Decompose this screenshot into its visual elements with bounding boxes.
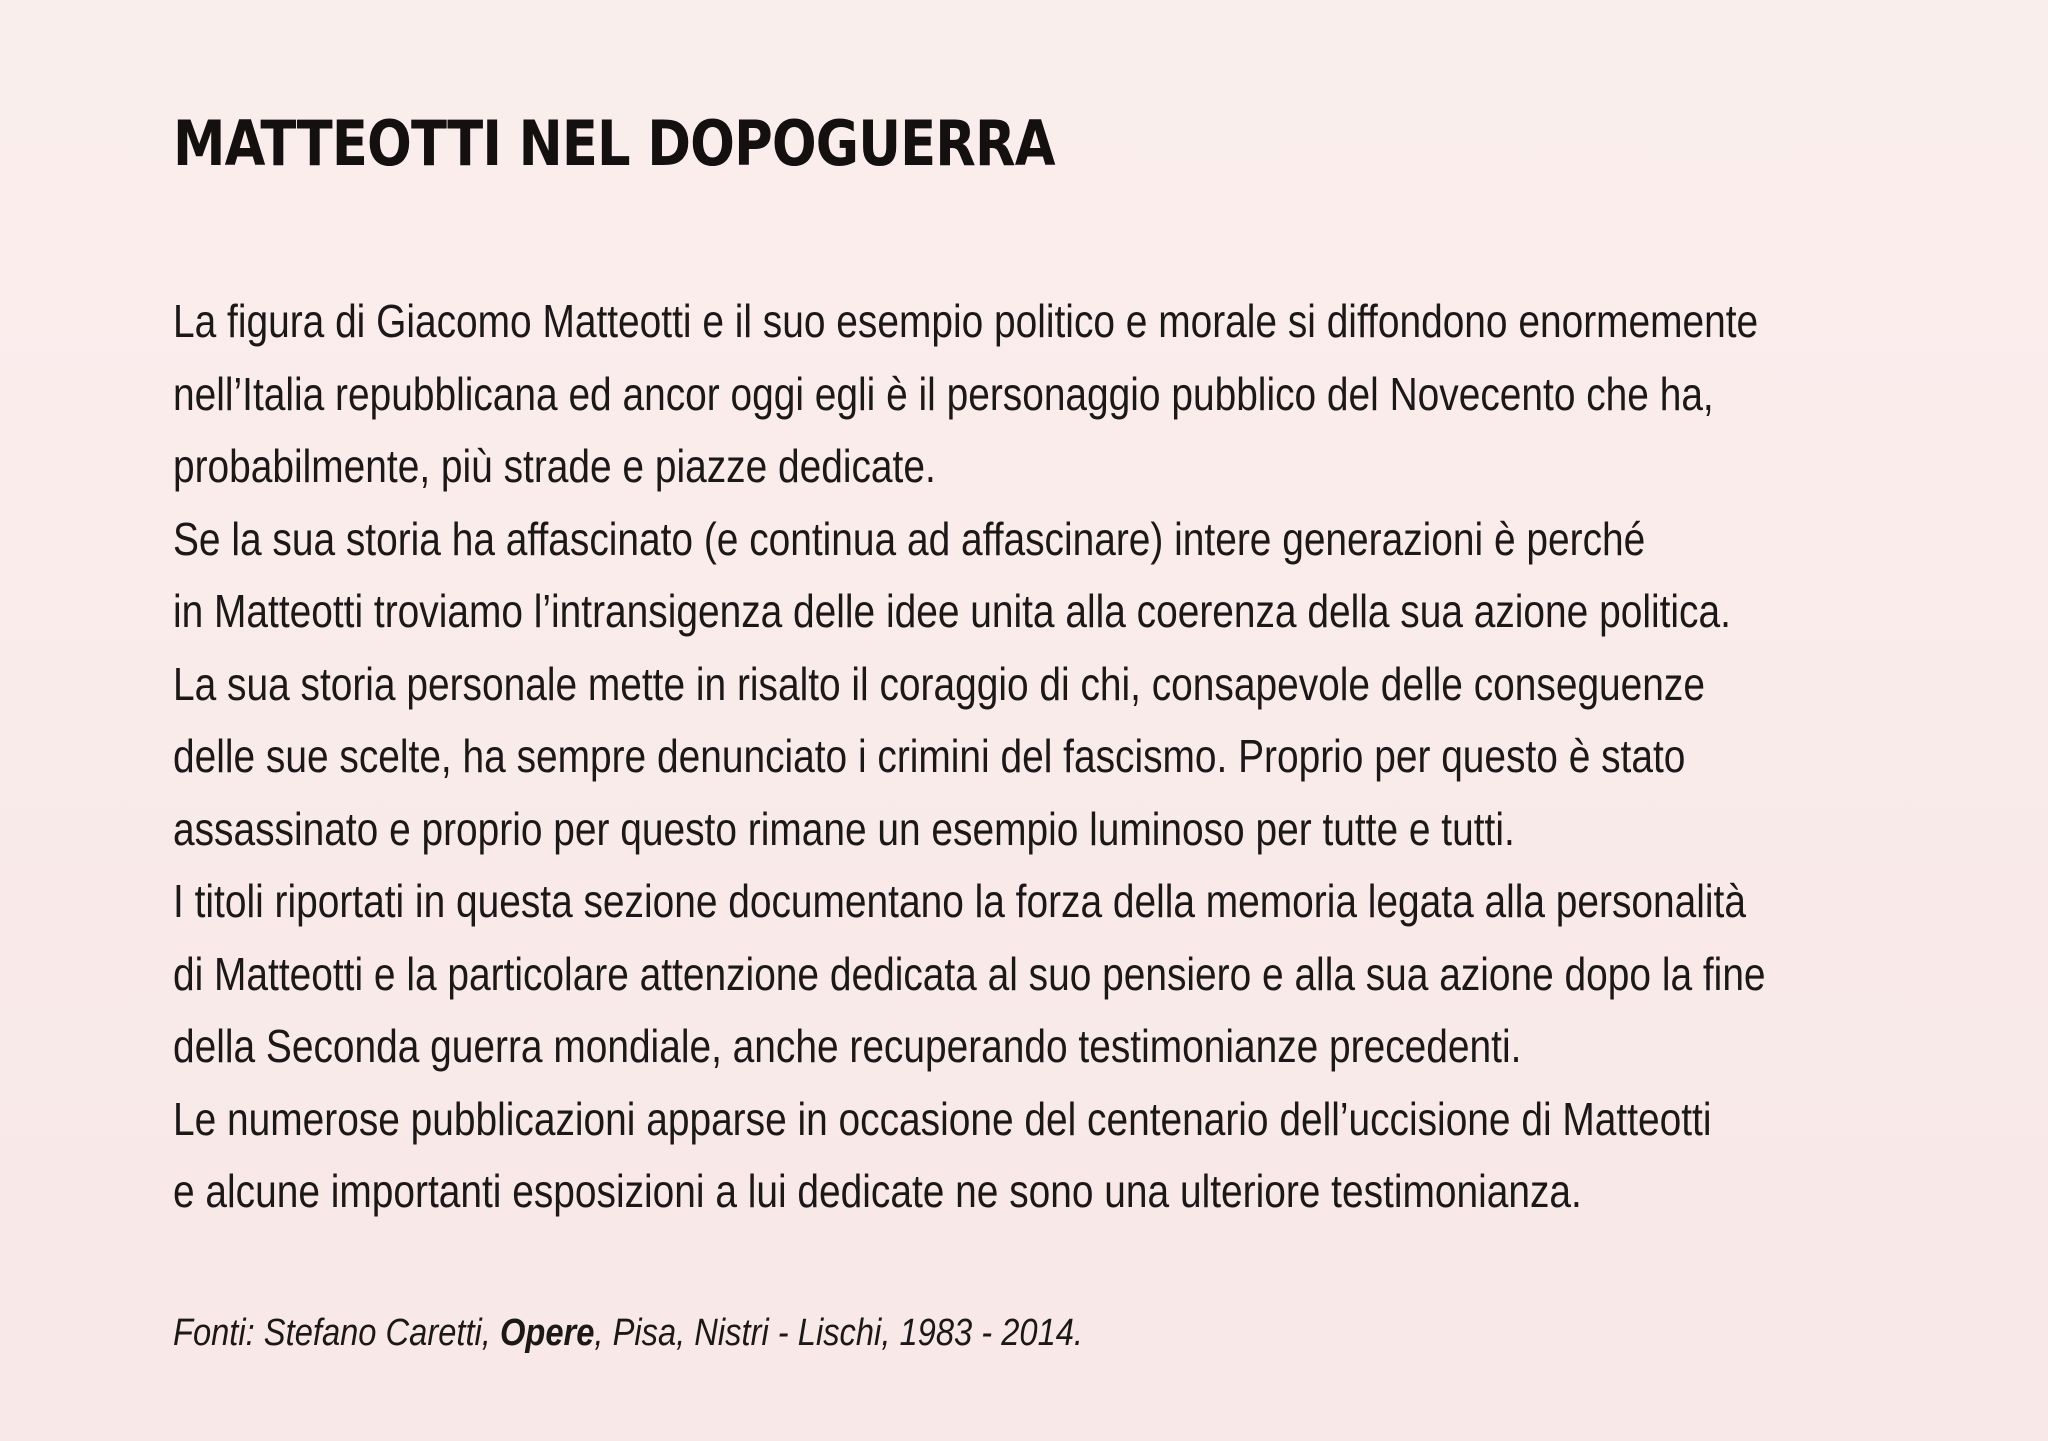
body-line: I titoli riportati in questa sezione documentano la forza della memoria legata alla personalità (173, 875, 1746, 927)
source-suffix: , Pisa, Nistri - Lischi, 1983 - 2014. (594, 1312, 1084, 1354)
body-line: assassinato e proprio per questo rimane un esempio luminoso per tutte e tutti. (173, 802, 1515, 855)
panel-body-text (173, 285, 2048, 1228)
body-line: di Matteotti e la particolare attenzione dedicata al suo pensiero e alla sua azione dopo la fine (173, 947, 1766, 1000)
body-line: in Matteotti troviamo l’intransigenza delle idee unita alla coerenza della sua azione politica. (173, 585, 1731, 637)
body-line: Se la sua storia ha affascinato (e continua ad affascinare) intere generazioni è perché (173, 512, 1646, 565)
body-line: nell’Italia repubblicana ed ancor oggi egli è il personaggio pubblico del Novecento che ha, (173, 367, 1714, 420)
body-line: della Seconda guerra mondiale, anche recuperando testimonianze precedenti. (173, 1020, 1522, 1072)
body-line: La figura di Giacomo Matteotti e il suo esempio politico e morale si diffondono enormemente (173, 295, 1759, 347)
body-line: e alcune importanti esposizioni a lui dedicate ne sono una ulteriore testimonianza. (173, 1165, 1582, 1217)
body-line: Le numerose pubblicazioni apparse in occasione del centenario dell’uccisione di Matteotti (173, 1092, 1712, 1145)
source-work-title: Opere (499, 1312, 595, 1354)
body-line: probabilmente, più strade e piazze dedicate. (173, 440, 936, 492)
body-line: La sua storia personale mette in risalto il coraggio di chi, consapevole delle conseguenze (173, 657, 1705, 710)
source-prefix: Fonti: Stefano Caretti, (173, 1312, 500, 1354)
body-line: delle sue scelte, ha sempre denunciato i crimini del fascismo. Proprio per questo è stato (173, 730, 1686, 782)
source-citation (173, 1306, 1083, 1360)
panel-title: MATTEOTTI NEL DOPOGUERRA (173, 107, 1055, 180)
